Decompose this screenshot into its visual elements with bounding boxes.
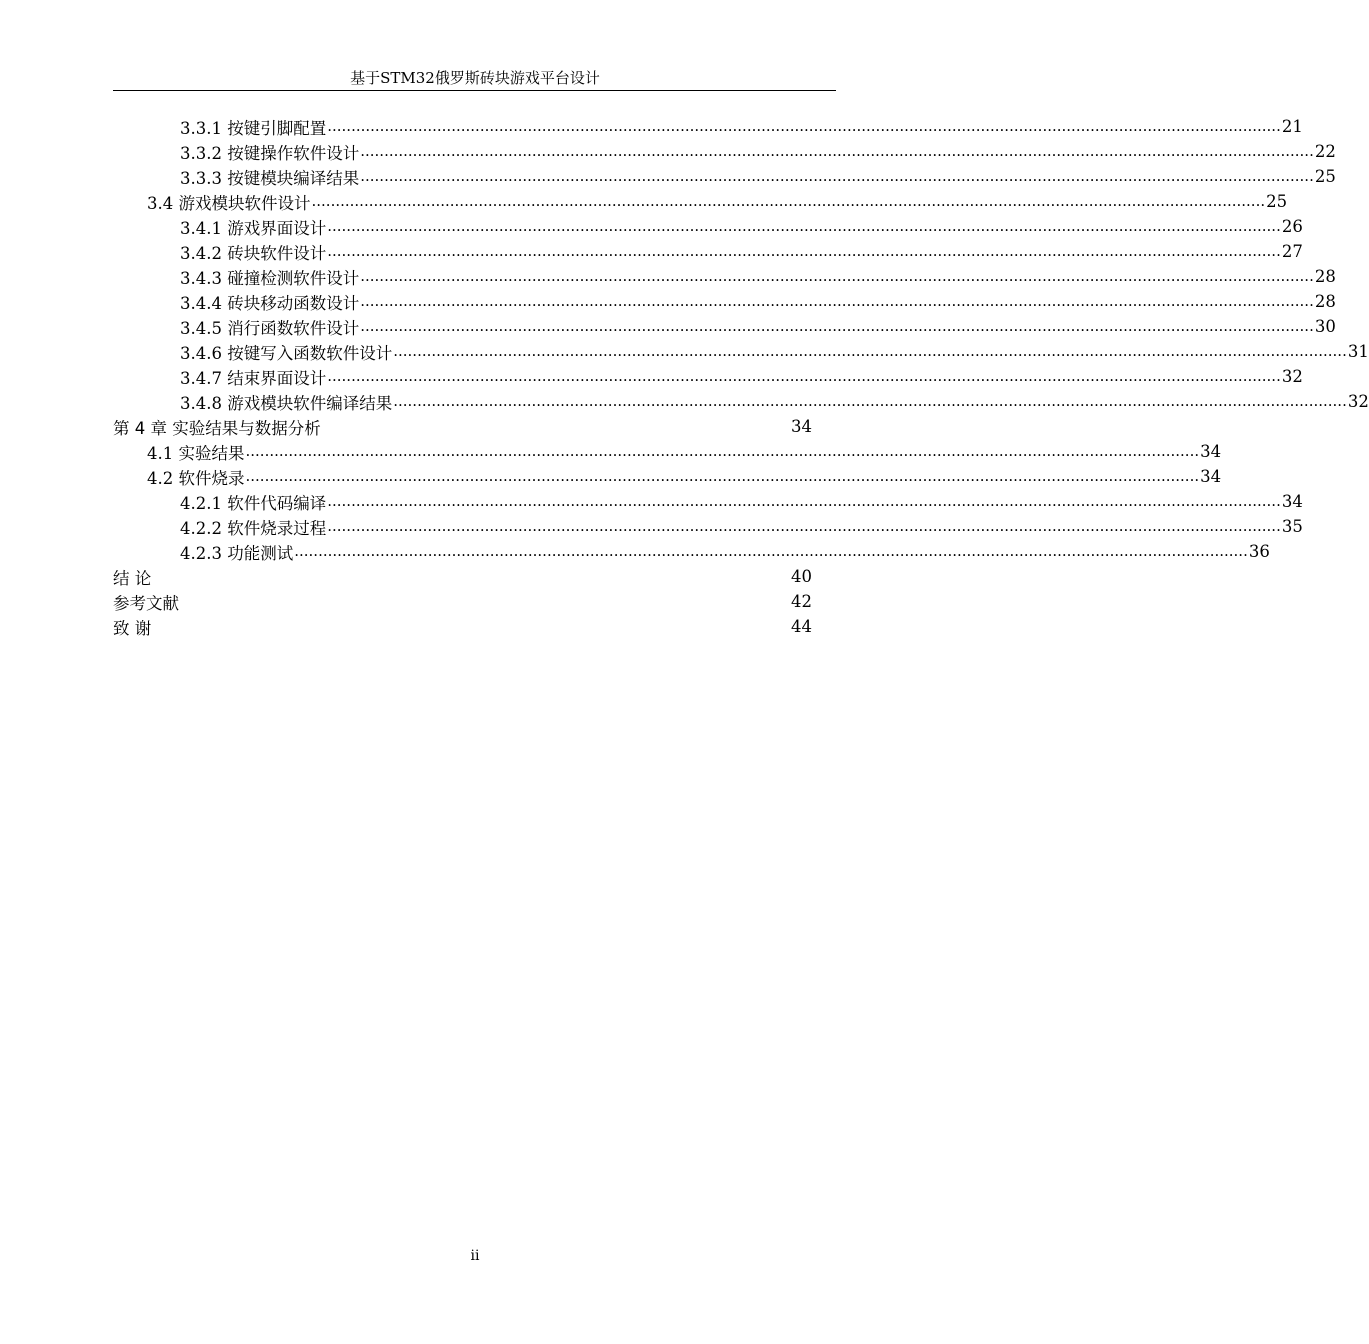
toc-entry-page: 36 [1248,542,1270,561]
page-number: ii [470,1248,480,1264]
toc-leader-dots: ........................................................................................................................................................................................................ [245,441,1200,460]
toc-entry-page: 32 [1347,392,1369,411]
toc-leader-dots: ........................................................................................................................................................................................................ [360,291,1314,310]
table-of-contents [113,114,1369,639]
toc-entry-title: 致 谢 [113,618,152,638]
toc-entry-page: 25 [1314,167,1336,186]
toc-leader-dots: ........................................................................................................................................................................................................ [294,541,1248,560]
toc-entry-title: 3.4.1 游戏界面设计 [180,218,327,238]
toc-entry-page: 40 [791,567,812,586]
toc-entry[interactable] [113,489,1303,514]
toc-leader-dots: ........................................................................................................................................................................................................ [327,366,1281,385]
toc-entry-page: 31 [1347,342,1369,361]
toc-entry-title: 3.4.2 砖块软件设计 [180,243,327,263]
toc-entry-page: 35 [1281,517,1303,536]
toc-leader-dots: ........................................................................................................................................................................................................ [393,391,1347,410]
toc-entry[interactable] [113,439,1222,464]
toc-leader-dots: ........................................................................................................................................................................................................ [360,266,1314,285]
toc-leader-dots: ........................................................................................................................................................................................................ [245,466,1200,485]
toc-entry[interactable] [113,239,1303,264]
toc-entry-page: 27 [1281,242,1303,261]
toc-entry-page: 28 [1314,267,1336,286]
toc-entry[interactable] [113,164,1336,189]
toc-entry-title: 3.4.7 结束界面设计 [180,368,327,388]
toc-entry-title: 第 4 章 实验结果与数据分析 [113,418,321,438]
toc-entry-title: 4.2 软件烧录 [147,468,245,488]
toc-entry[interactable] [113,364,1303,389]
toc-entry-title: 4.2.2 软件烧录过程 [180,518,327,538]
toc-chapter-entry[interactable] [113,614,836,639]
toc-leader-dots: ........................................................................................................................................................................................................ [360,141,1314,160]
toc-leader-dots: ........................................................................................................................................................................................................ [327,491,1281,510]
toc-entry-title: 3.4.8 游戏模块软件编译结果 [180,393,393,413]
toc-leader-dots: ........................................................................................................................................................................................................ [327,216,1281,235]
toc-entry-page: 28 [1314,292,1336,311]
header-divider [113,90,836,91]
toc-entry-title: 4.1 实验结果 [147,443,245,463]
toc-entry[interactable] [113,114,1303,139]
toc-entry-title: 4.2.3 功能测试 [180,543,294,563]
toc-entry-title: 结 论 [113,568,152,588]
toc-entry-page: 26 [1281,217,1303,236]
toc-entry[interactable] [113,139,1336,164]
toc-entry-title: 3.3.2 按键操作软件设计 [180,143,360,163]
toc-entry-page: 22 [1314,142,1336,161]
toc-entry[interactable] [113,264,1336,289]
toc-entry-title: 3.4.6 按键写入函数软件设计 [180,343,393,363]
toc-entry-page: 34 [1200,442,1222,461]
toc-entry-title: 3.3.1 按键引脚配置 [180,118,327,138]
toc-entry-title: 3.4.5 消行函数软件设计 [180,318,360,338]
toc-entry-page: 25 [1266,192,1288,211]
toc-chapter-entry[interactable] [113,414,836,439]
toc-entry-page: 44 [791,617,812,636]
toc-entry-title: 3.4.4 砖块移动函数设计 [180,293,360,313]
toc-entry[interactable] [113,514,1303,539]
toc-entry-page: 34 [791,417,812,436]
toc-entry-page: 32 [1281,367,1303,386]
toc-leader-dots: ........................................................................................................................................................................................................ [393,341,1347,360]
toc-chapter-entry[interactable] [113,589,836,614]
toc-leader-dots: ........................................................................................................................................................................................................ [311,191,1266,210]
toc-entry[interactable] [113,339,1369,364]
toc-leader-dots: ........................................................................................................................................................................................................ [360,166,1314,185]
toc-entry[interactable] [113,314,1336,339]
toc-entry-title: 3.4 游戏模块软件设计 [147,193,311,213]
toc-leader-dots: ........................................................................................................................................................................................................ [327,241,1281,260]
toc-entry-page: 34 [1281,492,1303,511]
toc-entry[interactable] [113,214,1303,239]
toc-entry[interactable] [113,539,1270,564]
toc-entry-title: 参考文献 [113,593,179,613]
toc-entry-title: 3.4.3 碰撞检测软件设计 [180,268,360,288]
toc-entry-title: 4.2.1 软件代码编译 [180,493,327,513]
toc-leader-dots: ........................................................................................................................................................................................................ [327,116,1281,135]
toc-entry-page: 34 [1200,467,1222,486]
toc-entry-title: 3.3.3 按键模块编译结果 [180,168,360,188]
toc-entry-page: 42 [791,592,812,611]
toc-leader-dots: ........................................................................................................................................................................................................ [327,516,1281,535]
toc-entry-page: 21 [1281,117,1303,136]
toc-chapter-entry[interactable] [113,564,836,589]
page-header-title: 基于STM32俄罗斯砖块游戏平台设计 [350,69,600,87]
toc-entry[interactable] [113,389,1369,414]
toc-entry[interactable] [113,289,1336,314]
toc-entry-page: 30 [1314,317,1336,336]
toc-leader-dots: ........................................................................................................................................................................................................ [360,316,1314,335]
toc-entry[interactable] [113,464,1222,489]
toc-entry[interactable] [113,189,1288,214]
